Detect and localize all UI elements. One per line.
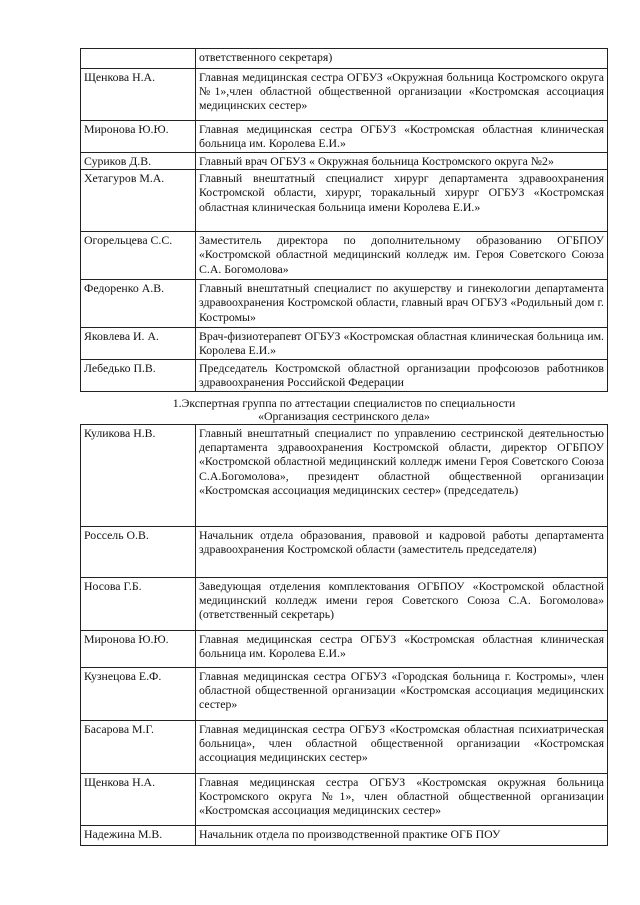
table-row — [81, 69, 608, 121]
member-position: Начальник отдела по производственной практике ОГБ ПОУ — [196, 826, 608, 846]
member-name: Россель О.В. — [81, 527, 196, 578]
table-row — [81, 668, 608, 721]
member-name: Кузнецова Е.Ф. — [81, 668, 196, 721]
member-position: Главный внештатный специалист хирург департамента здравоохранения Костромской области, хирург, торакальный хирург ОГБУЗ «Костромская областная клиническая больница имени Королева Е.И.» — [196, 170, 608, 232]
member-name — [81, 49, 196, 69]
member-position: Главная медицинская сестра ОГБУЗ «Костромская областная психиатрическая больница», член областной общественной организации «Костромская ассоциация медицинских сестер» — [196, 721, 608, 774]
member-name: Басарова М.Г. — [81, 721, 196, 774]
member-name: Федоренко А.В. — [81, 280, 196, 328]
member-position: Председатель Костромской областной организации профсоюзов работников здравоохранения Российской Федерации — [196, 360, 608, 392]
table-row — [81, 121, 608, 153]
table-row — [81, 280, 608, 328]
committee-table — [80, 48, 608, 392]
member-position: Врач-физиотерапевт ОГБУЗ «Костромская областная клиническая больница им. Королева Е.И.» — [196, 328, 608, 360]
member-name: Миронова Ю.Ю. — [81, 121, 196, 153]
member-position: Главная медицинская сестра ОГБУЗ «Костромская областная клиническая больница им. Королева Е.И.» — [196, 121, 608, 153]
table-row — [81, 578, 608, 631]
section-heading-line-2: «Организация сестринского дела» — [258, 409, 430, 423]
table-row — [81, 527, 608, 578]
table-row — [81, 49, 608, 69]
table-row — [81, 721, 608, 774]
member-position: Главная медицинская сестра ОГБУЗ «Костромская областная клиническая больница им. Королева Е.И.» — [196, 631, 608, 668]
member-name: Носова Г.Б. — [81, 578, 196, 631]
member-name: Огорельцева С.С. — [81, 232, 196, 280]
table-row — [81, 774, 608, 826]
member-position: Главная медицинская сестра ОГБУЗ «Городская больница г. Костромы», член областной общественной организации «Костромская ассоциация медицинских сестер» — [196, 668, 608, 721]
table-row — [81, 328, 608, 360]
member-name: Хетагуров М.А. — [81, 170, 196, 232]
member-position: Заместитель директора по дополнительному образованию ОГБПОУ «Костромской областной медицинский колледж им. Героя Советского Союза С.А. Богомолова» — [196, 232, 608, 280]
member-position: Главный внештатный специалист по управлению сестринской деятельностью департамента здравоохранения Костромской области, директор ОГБПОУ «Костромской областной медицинский колледж имени Героя Советского Союза С.А.Богомолова», президент областной общественной организации «Костромская ассоциация медицинских сестер» (председатель) — [196, 425, 608, 527]
table-row — [81, 153, 608, 170]
member-name: Надежина М.В. — [81, 826, 196, 846]
member-name: Суриков Д.В. — [81, 153, 196, 170]
member-position: Начальник отдела образования, правовой и кадровой работы департамента здравоохранения Костромской области (заместитель председателя) — [196, 527, 608, 578]
member-name: Миронова Ю.Ю. — [81, 631, 196, 668]
table-row — [81, 631, 608, 668]
member-name: Щенкова Н.А. — [81, 774, 196, 826]
table-row — [81, 425, 608, 527]
table-row — [81, 360, 608, 392]
member-position: Главная медицинская сестра ОГБУЗ «Костромская окружная больница Костромского округа №1», член областной общественной организации «Костромская ассоциация медицинских сестер» — [196, 774, 608, 826]
member-name: Щенкова Н.А. — [81, 69, 196, 121]
table-row — [81, 232, 608, 280]
table-row — [81, 170, 608, 232]
member-name: Яковлева И. А. — [81, 328, 196, 360]
member-position: Главная медицинская сестра ОГБУЗ «Окружная больница Костромского округа №1»,член областной общественной организации «Костромская ассоциация медицинских сестер» — [196, 69, 608, 121]
expert-group-table — [80, 424, 608, 846]
section-heading — [80, 397, 608, 423]
member-name: Лебедько П.В. — [81, 360, 196, 392]
section-heading-line-1: 1.Экспертная группа по аттестации специалистов по специальности — [172, 396, 516, 410]
member-position: ответственного секретаря) — [196, 49, 608, 69]
member-name: Куликова Н.В. — [81, 425, 196, 527]
member-position: Главный врач ОГБУЗ « Окружная больница Костромского округа №2» — [196, 153, 608, 170]
member-position: Главный внештатный специалист по акушерству и гинекологии департамента здравоохранения Костромской области, главный врач ОГБУЗ «Родильный дом г. Костромы» — [196, 280, 608, 328]
table-row — [81, 826, 608, 846]
member-position: Заведующая отделения комплектования ОГБПОУ «Костромской областной медицинский колледж имени героя Советского Союза С.А. Богомолова» (ответственный секретарь) — [196, 578, 608, 631]
